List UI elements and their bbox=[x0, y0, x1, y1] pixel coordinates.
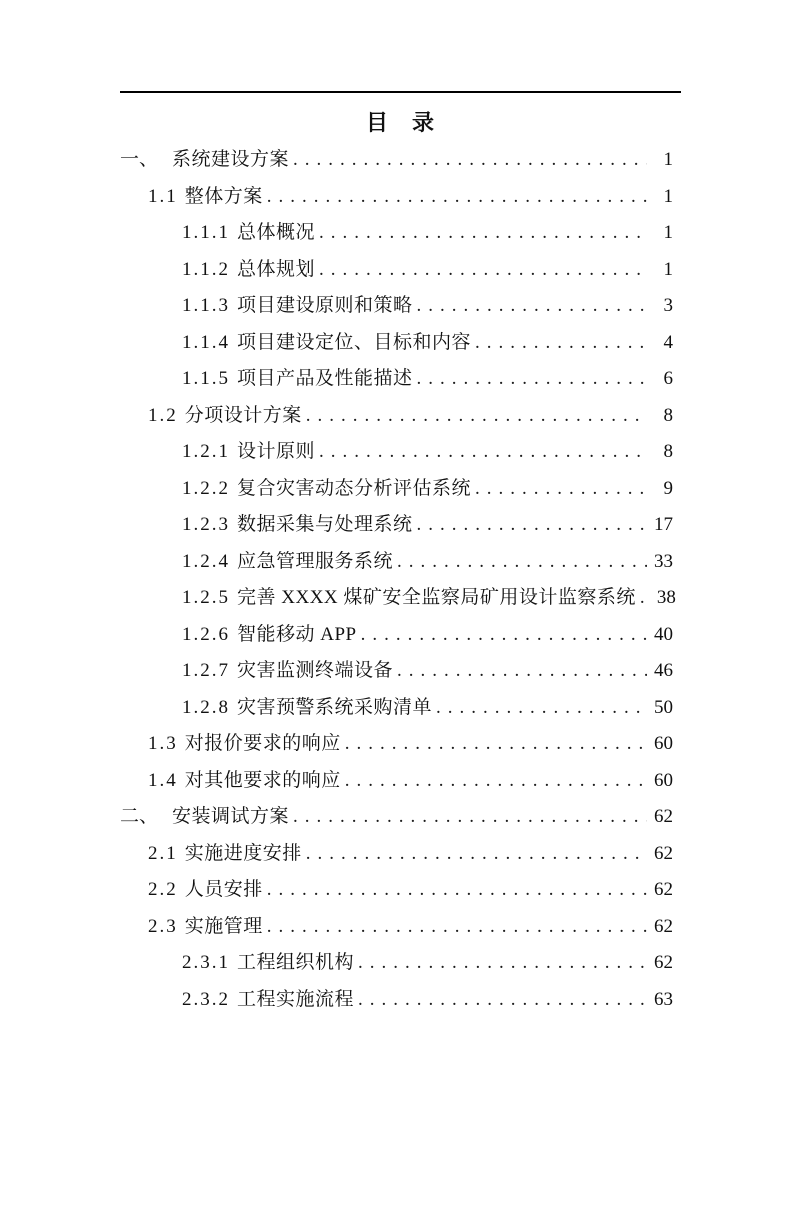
toc-entry-page: 3 bbox=[663, 295, 673, 316]
dot-leader bbox=[319, 252, 647, 289]
toc-entry-number: 一、 bbox=[120, 149, 159, 170]
toc-entry[interactable] bbox=[120, 653, 681, 690]
toc-entry-title: 总体概况 bbox=[237, 222, 316, 243]
dot-leader bbox=[267, 179, 647, 216]
toc-entry-title: 工程实施流程 bbox=[237, 988, 355, 1010]
toc-entry-number: 1.2.5 bbox=[182, 587, 230, 608]
dot-leader bbox=[293, 799, 647, 836]
toc-entry[interactable] bbox=[120, 836, 681, 873]
toc-entry-page: 63 bbox=[654, 988, 673, 1010]
toc-entry-page: 8 bbox=[663, 404, 673, 426]
toc-entry[interactable] bbox=[120, 252, 681, 289]
toc-entry-page: 8 bbox=[663, 441, 673, 462]
toc-entry-page: 9 bbox=[663, 477, 673, 499]
toc-entry[interactable] bbox=[120, 909, 681, 946]
toc-list bbox=[120, 142, 681, 1018]
dot-leader bbox=[319, 215, 647, 252]
toc-entry-title: 智能移动 APP bbox=[237, 623, 357, 645]
header-rule bbox=[120, 91, 681, 93]
toc-entry-title: 总体规划 bbox=[237, 258, 316, 280]
toc-entry-page: 38 bbox=[656, 587, 676, 608]
toc-entry-title: 设计原则 bbox=[237, 441, 316, 462]
dot-leader bbox=[397, 544, 647, 581]
toc-entry[interactable] bbox=[120, 580, 681, 617]
toc-entry-title: 完善 XXXX 煤矿安全监察局矿用设计监察系统 bbox=[237, 587, 636, 608]
toc-entry-page: 17 bbox=[654, 514, 673, 535]
page-title: 目 录 bbox=[365, 110, 435, 135]
toc-entry-title: 系统建设方案 bbox=[172, 149, 290, 170]
toc-entry-page: 60 bbox=[654, 769, 673, 791]
toc-entry-number: 1.1.1 bbox=[182, 222, 230, 243]
toc-entry[interactable] bbox=[120, 361, 681, 398]
toc-entry[interactable] bbox=[120, 799, 681, 836]
toc-entry-title: 整体方案 bbox=[184, 185, 263, 207]
toc-entry[interactable] bbox=[120, 982, 681, 1019]
dot-leader bbox=[345, 726, 647, 763]
dot-leader bbox=[267, 872, 647, 909]
dot-leader bbox=[358, 982, 647, 1019]
toc-entry-title: 复合灾害动态分析评估系统 bbox=[237, 477, 472, 499]
toc-entry-title: 工程组织机构 bbox=[237, 952, 355, 973]
toc-entry-page: 62 bbox=[654, 915, 673, 937]
toc-entry-number: 1.2.7 bbox=[182, 660, 230, 681]
dot-leader bbox=[475, 471, 647, 508]
toc-entry-title: 实施管理 bbox=[184, 915, 263, 937]
toc-entry-title: 实施进度安排 bbox=[184, 842, 302, 864]
toc-entry-number: 1.4 bbox=[148, 769, 178, 791]
dot-leader bbox=[267, 909, 647, 946]
dot-leader bbox=[306, 398, 647, 435]
toc-entry-page: 62 bbox=[654, 952, 673, 973]
toc-entry-title: 项目产品及性能描述 bbox=[237, 368, 413, 389]
dot-leader bbox=[436, 690, 647, 727]
toc-entry-number: 1.3 bbox=[148, 733, 178, 754]
toc-entry-number: 2.3 bbox=[148, 915, 178, 937]
toc-entry[interactable] bbox=[120, 434, 681, 471]
toc-entry[interactable] bbox=[120, 215, 681, 252]
toc-entry[interactable] bbox=[120, 945, 681, 982]
toc-entry-title: 分项设计方案 bbox=[184, 404, 302, 426]
toc-entry-number: 2.3.1 bbox=[182, 952, 230, 973]
dot-leader bbox=[319, 434, 647, 471]
toc-entry[interactable] bbox=[120, 544, 681, 581]
toc-entry-title: 对报价要求的响应 bbox=[184, 733, 341, 754]
dot-leader bbox=[306, 836, 647, 873]
toc-entry-page: 1 bbox=[663, 258, 673, 280]
toc-entry-number: 1.2.2 bbox=[182, 477, 230, 499]
toc-entry-number: 1.1.2 bbox=[182, 258, 230, 280]
toc-entry-title: 项目建设原则和策略 bbox=[237, 295, 413, 316]
dot-leader bbox=[293, 142, 647, 179]
toc-entry[interactable] bbox=[120, 179, 681, 216]
toc-entry[interactable] bbox=[120, 471, 681, 508]
toc-entry-page: 62 bbox=[654, 806, 673, 827]
dot-leader bbox=[358, 945, 647, 982]
toc-entry[interactable] bbox=[120, 325, 681, 362]
toc-entry[interactable] bbox=[120, 726, 681, 763]
toc-entry-title: 灾害监测终端设备 bbox=[237, 660, 394, 681]
toc-entry-page: 40 bbox=[654, 623, 673, 645]
toc-entry-title: 项目建设定位、目标和内容 bbox=[237, 331, 472, 353]
toc-entry[interactable] bbox=[120, 398, 681, 435]
toc-entry-title: 对其他要求的响应 bbox=[184, 769, 341, 791]
toc-entry-page: 46 bbox=[654, 660, 673, 681]
toc-entry-number: 1.1 bbox=[148, 185, 178, 207]
toc-entry-title: 应急管理服务系统 bbox=[237, 550, 394, 572]
toc-entry-number: 1.2.3 bbox=[182, 514, 230, 535]
toc-entry-number: 1.1.3 bbox=[182, 295, 230, 316]
dot-leader bbox=[417, 288, 647, 325]
dot-leader bbox=[397, 653, 647, 690]
toc-entry[interactable] bbox=[120, 617, 681, 654]
toc-entry-page: 4 bbox=[663, 331, 673, 353]
toc-entry-number: 1.1.5 bbox=[182, 368, 230, 389]
toc-entry-page: 50 bbox=[654, 696, 673, 718]
toc-entry-page: 6 bbox=[663, 368, 673, 389]
dot-leader bbox=[417, 507, 647, 544]
toc-entry-page: 1 bbox=[663, 185, 673, 207]
toc-entry[interactable] bbox=[120, 142, 681, 179]
toc-entry-number: 1.2.8 bbox=[182, 696, 230, 718]
toc-entry-number: 1.2.1 bbox=[182, 441, 230, 462]
toc-entry-number: 1.2.4 bbox=[182, 550, 230, 572]
toc-entry[interactable] bbox=[120, 690, 681, 727]
toc-entry-number: 1.2.6 bbox=[182, 623, 230, 645]
toc-entry[interactable] bbox=[120, 507, 681, 544]
toc-entry-page: 33 bbox=[654, 550, 673, 572]
toc-entry[interactable] bbox=[120, 872, 681, 909]
dot-leader bbox=[361, 617, 647, 654]
toc-entry-page: 60 bbox=[654, 733, 673, 754]
toc-page bbox=[120, 91, 681, 1018]
dot-leader bbox=[345, 763, 647, 800]
toc-entry-page: 1 bbox=[663, 222, 673, 243]
toc-entry-title: 人员安排 bbox=[184, 879, 263, 900]
dot-leader bbox=[640, 580, 650, 617]
toc-entry-number: 2.2 bbox=[148, 879, 178, 900]
toc-entry-number: 二、 bbox=[120, 806, 159, 827]
toc-entry-page: 62 bbox=[654, 879, 673, 900]
toc-entry-title: 安装调试方案 bbox=[172, 806, 290, 827]
dot-leader bbox=[475, 325, 647, 362]
toc-entry-title: 灾害预警系统采购清单 bbox=[237, 696, 433, 718]
toc-entry-title: 数据采集与处理系统 bbox=[237, 514, 413, 535]
toc-entry[interactable] bbox=[120, 763, 681, 800]
dot-leader bbox=[417, 361, 647, 398]
toc-entry-page: 1 bbox=[663, 149, 673, 170]
toc-entry-number: 1.2 bbox=[148, 404, 178, 426]
toc-entry-page: 62 bbox=[654, 842, 673, 864]
toc-entry-number: 2.3.2 bbox=[182, 988, 230, 1010]
toc-entry[interactable] bbox=[120, 288, 681, 325]
toc-entry-number: 2.1 bbox=[148, 842, 178, 864]
toc-entry-number: 1.1.4 bbox=[182, 331, 230, 353]
